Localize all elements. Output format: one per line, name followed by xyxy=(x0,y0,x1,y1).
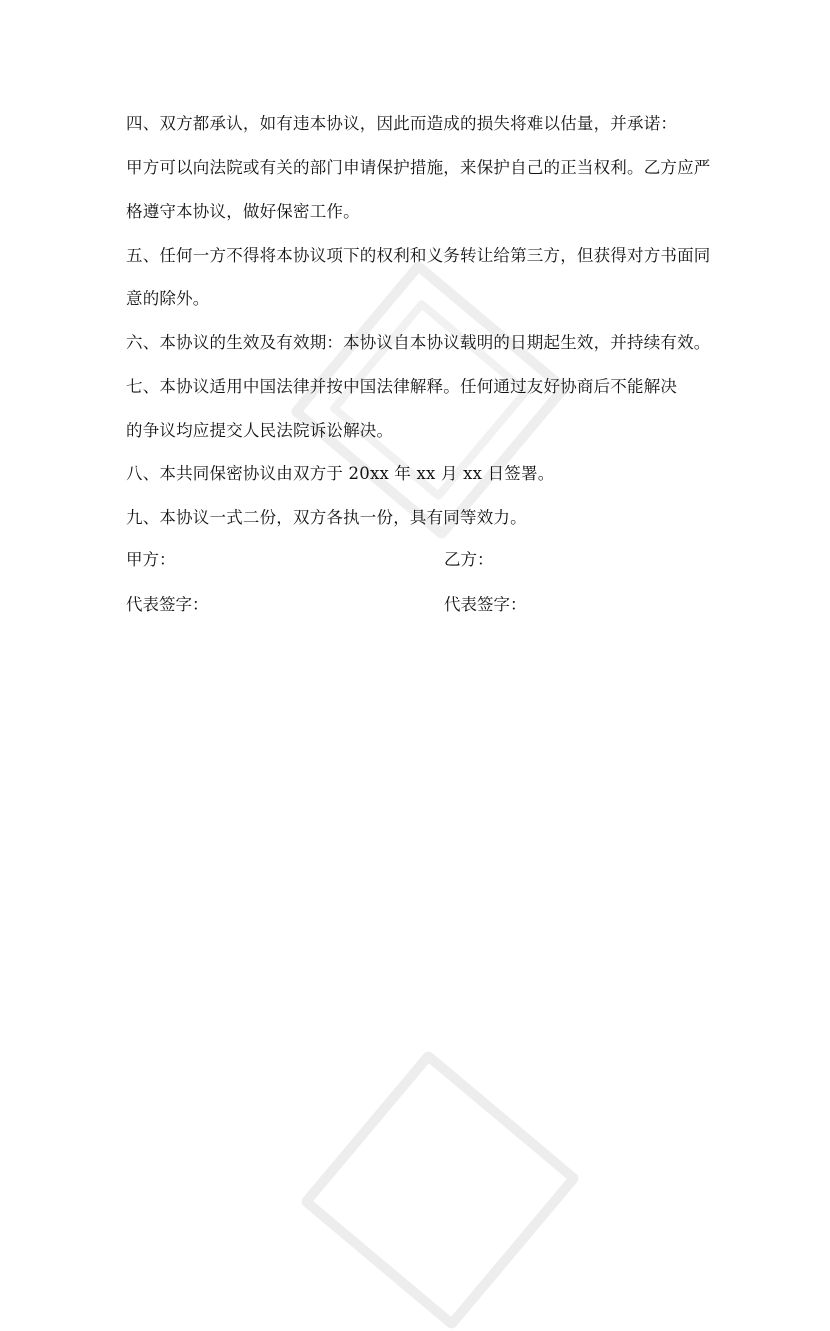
clause-4-line-3: 格遵守本协议，做好保密工作。 xyxy=(126,202,360,221)
clause-5-line-2: 意的除外。 xyxy=(126,289,210,308)
clause-7-line-2: 的争议均应提交人民法院诉讼解决。 xyxy=(126,421,394,440)
watermark-logo xyxy=(289,259,571,541)
clause-7-line-1: 七、本协议适用中国法律并按中国法律解释。任何通过友好协商后不能解决 xyxy=(126,377,678,396)
clause-6: 六、本协议的生效及有效期：本协议自本协议载明的日期起生效，并持续有效。 xyxy=(126,333,711,352)
watermark-logo-bottom xyxy=(299,1049,581,1331)
party-b-signature-label: 代表签字： xyxy=(444,595,527,614)
clause-9: 九、本协议一式二份，双方各执一份，具有同等效力。 xyxy=(126,508,527,527)
clause-4-line-1: 四、双方都承认，如有违本协议，因此而造成的损失将难以估量，并承诺： xyxy=(126,114,678,133)
party-b-label: 乙方： xyxy=(444,550,494,569)
party-a-label: 甲方： xyxy=(126,550,176,569)
clause-4-line-2: 甲方可以向法院或有关的部门申请保护措施，来保护自己的正当权利。乙方应严 xyxy=(126,158,711,177)
clause-8: 八、本共同保密协议由双方于 20xx 年 xx 月 xx 日签署。 xyxy=(126,464,555,483)
clause-5-line-1: 五、任何一方不得将本协议项下的权利和义务转让给第三方，但获得对方书面同 xyxy=(126,246,711,265)
party-a-signature-label: 代表签字： xyxy=(126,595,209,614)
